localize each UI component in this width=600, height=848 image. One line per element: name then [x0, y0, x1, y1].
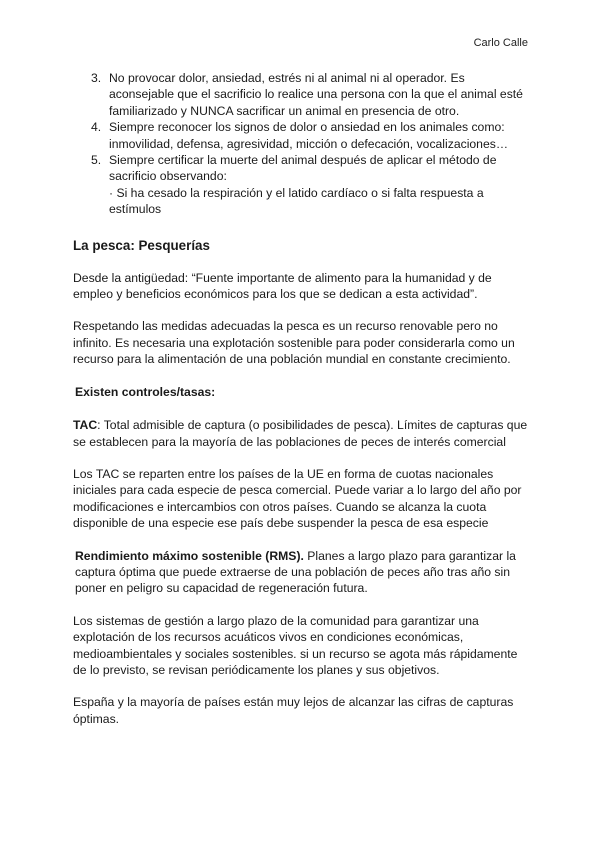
- controls-heading: Existen controles/tasas:: [75, 384, 216, 399]
- rms-definition: Planes a largo plazo para garantizar la captura óptima que puede extraerse de una población de peces año tras año sin poner en peligro su capacidad de regeneración futura.: [75, 548, 516, 596]
- list-text: No provocar dolor, ansiedad, estrés ni al animal ni al operador. Es aconsejable que el sacrificio lo realice una persona con la que el animal esté familiarizado y NUNCA sacrificar un animal en presencia de otro.: [109, 71, 523, 118]
- list-subitem: · Si ha cesado la respiración y el latido cardíaco o si falta respuesta a estímulos: [109, 185, 484, 217]
- list-item: [73, 152, 528, 218]
- list-text: Siempre reconocer los signos de dolor o ansiedad en los animales como: inmovilidad, defensa, agresividad, micción o defecación, vocalizaciones…: [109, 120, 509, 151]
- tac-term: TAC: [73, 418, 98, 433]
- paragraph-antiquity: Desde la antigüedad: “Fuente importante de alimento para la humanidad y de empleo y beneficios económicos para los que se dedican a esta actividad”.: [73, 270, 492, 302]
- list-number: 5.: [91, 153, 102, 168]
- list-item: [73, 119, 528, 152]
- paragraph-rms: [75, 548, 528, 597]
- list-text: Siempre certificar la muerte del animal después de aplicar el método de sacrificio observando:: [109, 153, 497, 184]
- section-title: La pesca: Pesquerías: [73, 237, 210, 253]
- list-number: 4.: [91, 120, 102, 135]
- list-number: 3.: [91, 71, 102, 85]
- paragraph-management-systems: Los sistemas de gestión a largo plazo de la comunidad para garantizar una explotación de los recursos acuáticos vivos en condiciones económicas, medioambientales y sociales sostenibles. si un recurso se agota más rápidamente de lo previsto, se revisan periódicamente los planes y sus objetivos.: [73, 613, 518, 677]
- tac-definition: : Total admisible de captura (o posibilidades de pesca). Límites de capturas que se establecen para la mayoría de las poblaciones de peces de interés comercial: [73, 418, 528, 449]
- rms-term: Rendimiento máximo sostenible (RMS).: [75, 548, 304, 563]
- paragraph-spain: España y la mayoría de países están muy lejos de alcanzar las cifras de capturas óptimas.: [73, 695, 514, 726]
- paragraph-tac-quotas: Los TAC se reparten entre los países de la UE en forma de cuotas nacionales iniciales para cada especie de pesca comercial. Puede variar a lo largo del año por modificaciones e intercambios con otros países. Cuando se alcanza la cuota disponible de una especie ese país debe suspender la pesca de esa especie: [73, 466, 522, 531]
- list-item: [73, 70, 528, 119]
- author-name: Carlo Calle: [473, 37, 528, 49]
- document-body: [73, 70, 528, 743]
- paragraph-renewable: Respetando las medidas adecuadas la pesca es un recurso renovable pero no infinito. Es necesaria una explotación sostenible para poder considerarla como un recurso para la alimentación de una población mundial en constante crecimiento.: [73, 319, 515, 367]
- criteria-list: [73, 70, 528, 218]
- paragraph-tac: [73, 417, 528, 450]
